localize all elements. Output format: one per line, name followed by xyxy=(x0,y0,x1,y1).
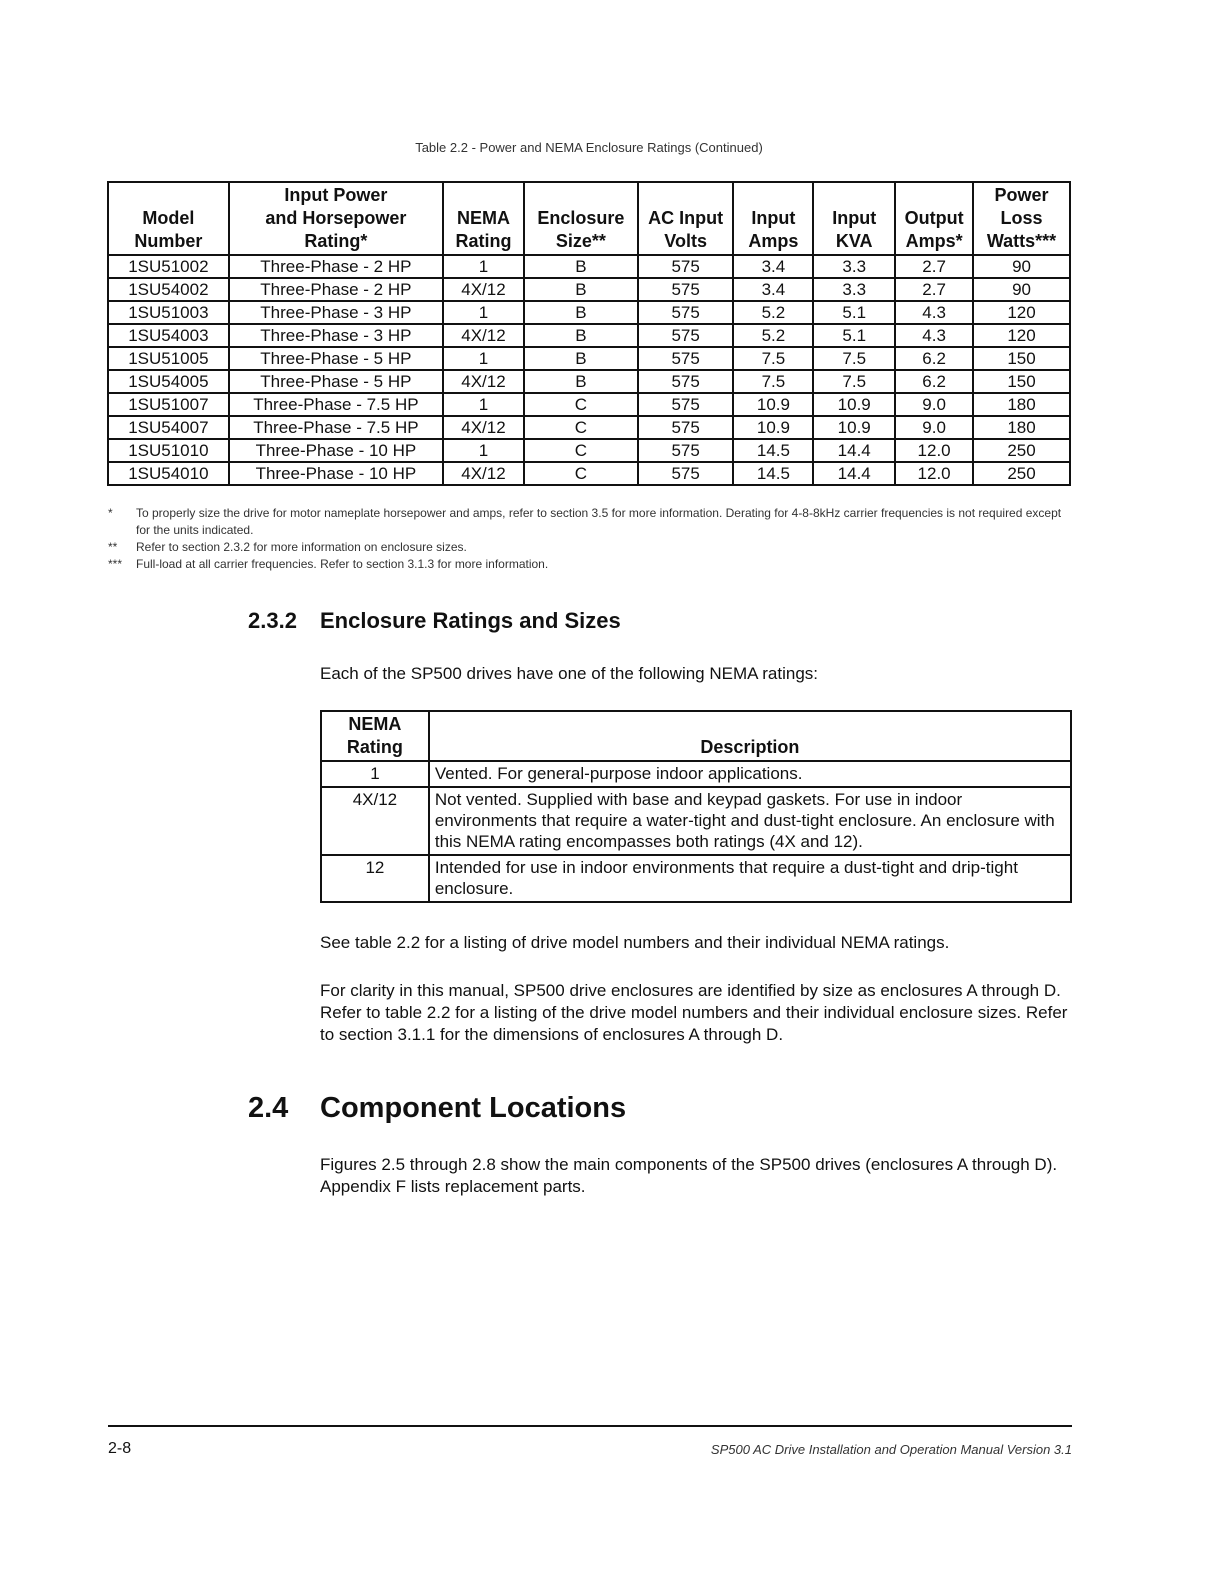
footnote-text: To properly size the drive for motor nameplate horsepower and amps, refer to section 3.5 for more information. Derating for 4-8-8kHz carrier frequencies is not required except for the units indicated. xyxy=(136,506,1062,537)
table-cell: 575 xyxy=(638,416,734,439)
table-cell: 1SU51010 xyxy=(108,439,229,462)
header-line: NEMA xyxy=(348,714,402,734)
table-cell: 4X/12 xyxy=(443,416,524,439)
table-header-row xyxy=(321,711,1071,761)
header-line: Rating xyxy=(346,737,403,757)
table-cell: 1SU54003 xyxy=(108,324,229,347)
table-cell: 1SU51002 xyxy=(108,255,229,278)
table-row xyxy=(108,462,1070,485)
table-cell: Three-Phase - 7.5 HP xyxy=(229,393,443,416)
table-cell: 7.5 xyxy=(733,370,813,393)
table-cell: 1SU54005 xyxy=(108,370,229,393)
table-cell: C xyxy=(524,439,638,462)
table-cell: 6.2 xyxy=(895,347,973,370)
table-cell: 4X/12 xyxy=(443,462,524,485)
table-row xyxy=(108,416,1070,439)
table-cell: 90 xyxy=(973,278,1070,301)
table-cell: B xyxy=(524,278,638,301)
table-cell: B xyxy=(524,347,638,370)
table-cell: 10.9 xyxy=(733,393,813,416)
table-cell: 14.5 xyxy=(733,439,813,462)
table-cell: 575 xyxy=(638,301,734,324)
table-cell: 1SU54010 xyxy=(108,462,229,485)
table-cell: Three-Phase - 3 HP xyxy=(229,301,443,324)
footnote-mark: ** xyxy=(108,540,118,554)
table-cell: 1 xyxy=(443,255,524,278)
table-cell: 250 xyxy=(973,462,1070,485)
rating-cell: 12 xyxy=(321,855,429,902)
see-table-paragraph: See table 2.2 for a listing of drive model numbers and their individual NEMA ratings. xyxy=(320,933,950,952)
header-line: and Horsepower xyxy=(265,208,407,228)
subsection-title: Enclosure Ratings and Sizes xyxy=(320,608,621,633)
footnote-mark: *** xyxy=(108,557,123,571)
column-header xyxy=(733,182,813,255)
table-cell: 575 xyxy=(638,393,734,416)
header-line: Model xyxy=(142,208,195,228)
footnote xyxy=(108,539,1078,556)
table-cell: 1SU51007 xyxy=(108,393,229,416)
table-row xyxy=(321,787,1071,855)
table-cell: 9.0 xyxy=(895,416,973,439)
table-cell: 5.2 xyxy=(733,324,813,347)
table-cell: Three-Phase - 5 HP xyxy=(229,347,443,370)
table-row xyxy=(108,278,1070,301)
table-cell: C xyxy=(524,393,638,416)
figures-paragraph: Figures 2.5 through 2.8 show the main components of the SP500 drives (enclosures A through D). Appendix F lists replacement parts. xyxy=(320,1155,1058,1196)
table-cell: B xyxy=(524,324,638,347)
table-cell: Three-Phase - 2 HP xyxy=(229,255,443,278)
table-row xyxy=(321,761,1071,787)
table-cell: 12.0 xyxy=(895,439,973,462)
page-number: 2-8 xyxy=(108,1440,132,1457)
header-line: Enclosure xyxy=(537,208,625,228)
table-cell: 120 xyxy=(973,324,1070,347)
header-line: Input xyxy=(751,208,796,228)
table-cell: 10.9 xyxy=(813,416,895,439)
column-header xyxy=(813,182,895,255)
table-cell: Three-Phase - 10 HP xyxy=(229,439,443,462)
table-cell: 575 xyxy=(638,347,734,370)
table-row xyxy=(108,439,1070,462)
table-cell: 3.3 xyxy=(813,278,895,301)
table-cell: 1SU54007 xyxy=(108,416,229,439)
column-header xyxy=(229,182,443,255)
table-cell: 1 xyxy=(443,301,524,324)
column-header xyxy=(108,182,229,255)
table-cell: 3.4 xyxy=(733,278,813,301)
rating-cell: 4X/12 xyxy=(321,787,429,855)
table-cell: 1SU51005 xyxy=(108,347,229,370)
table-cell: Three-Phase - 7.5 HP xyxy=(229,416,443,439)
table-cell: 150 xyxy=(973,370,1070,393)
table-cell: 575 xyxy=(638,255,734,278)
subsection-heading xyxy=(248,608,621,634)
table-cell: 5.1 xyxy=(813,324,895,347)
table-row xyxy=(108,393,1070,416)
table-cell: 4.3 xyxy=(895,324,973,347)
header-line: Power xyxy=(994,185,1049,205)
power-nema-ratings-table xyxy=(107,181,1071,486)
header-line: Rating xyxy=(455,231,512,251)
table-cell: C xyxy=(524,416,638,439)
table-cell: 7.5 xyxy=(813,347,895,370)
table-cell: 14.5 xyxy=(733,462,813,485)
column-header xyxy=(895,182,973,255)
footer-rule xyxy=(108,1425,1072,1427)
footnote-text: Refer to section 2.3.2 for more information on enclosure sizes. xyxy=(136,540,467,554)
table-cell: 10.9 xyxy=(733,416,813,439)
rating-cell: 1 xyxy=(321,761,429,787)
table-cell: B xyxy=(524,301,638,324)
table-row xyxy=(108,347,1070,370)
table-cell: 14.4 xyxy=(813,439,895,462)
table-cell: Three-Phase - 5 HP xyxy=(229,370,443,393)
header-line: Volts xyxy=(664,231,707,251)
footnote-mark: * xyxy=(108,506,113,520)
table-cell: B xyxy=(524,255,638,278)
table-row xyxy=(108,301,1070,324)
table-cell: 1 xyxy=(443,347,524,370)
column-header xyxy=(638,182,734,255)
description-cell: Intended for use in indoor environments that require a dust-tight and drip-tight enclosure. xyxy=(429,855,1071,902)
column-header xyxy=(429,711,1071,761)
table-cell: 4X/12 xyxy=(443,278,524,301)
table-cell: 1SU54002 xyxy=(108,278,229,301)
header-line: Rating* xyxy=(304,231,368,251)
table-cell: 180 xyxy=(973,393,1070,416)
table-cell: 6.2 xyxy=(895,370,973,393)
header-line: Loss xyxy=(1000,208,1043,228)
table-cell: B xyxy=(524,370,638,393)
table-cell: 2.7 xyxy=(895,255,973,278)
intro-paragraph: Each of the SP500 drives have one of the following NEMA ratings: xyxy=(320,664,819,683)
table-cell: Three-Phase - 10 HP xyxy=(229,462,443,485)
header-line: Watts*** xyxy=(986,231,1057,251)
table-cell: 180 xyxy=(973,416,1070,439)
table-cell: 5.1 xyxy=(813,301,895,324)
header-line: Input xyxy=(832,208,877,228)
table-cell: Three-Phase - 3 HP xyxy=(229,324,443,347)
column-header xyxy=(973,182,1070,255)
header-line: NEMA xyxy=(456,208,510,228)
table-header-row xyxy=(108,182,1070,255)
table-cell: 10.9 xyxy=(813,393,895,416)
section-number: 2.4 xyxy=(248,1092,289,1124)
table-caption: Table 2.2 - Power and NEMA Enclosure Ratings (Continued) xyxy=(415,140,763,155)
subsection-number: 2.3.2 xyxy=(248,608,297,633)
footnote xyxy=(108,505,1078,539)
table-cell: 2.7 xyxy=(895,278,973,301)
nema-ratings-table xyxy=(320,710,1072,903)
table-cell: C xyxy=(524,462,638,485)
table-cell: 575 xyxy=(638,439,734,462)
table-cell: 5.2 xyxy=(733,301,813,324)
header-line: KVA xyxy=(835,231,873,251)
section-title: Component Locations xyxy=(320,1092,627,1124)
table-row xyxy=(108,324,1070,347)
table-row xyxy=(108,370,1070,393)
table-cell: 9.0 xyxy=(895,393,973,416)
column-header xyxy=(443,182,524,255)
table-cell: 250 xyxy=(973,439,1070,462)
table-cell: 4X/12 xyxy=(443,370,524,393)
table-cell: 150 xyxy=(973,347,1070,370)
table-cell: 575 xyxy=(638,370,734,393)
footnote xyxy=(108,556,1078,573)
table-cell: 14.4 xyxy=(813,462,895,485)
table-cell: 575 xyxy=(638,278,734,301)
table-row xyxy=(321,855,1071,902)
column-header xyxy=(524,182,638,255)
table-cell: 4X/12 xyxy=(443,324,524,347)
table-cell: 7.5 xyxy=(813,370,895,393)
running-title: SP500 AC Drive Installation and Operation Manual Version 3.1 xyxy=(710,1442,1072,1457)
table-cell: 1 xyxy=(443,439,524,462)
header-line: Size** xyxy=(555,231,606,251)
description-cell: Vented. For general-purpose indoor applications. xyxy=(429,761,1071,787)
table-cell: 1 xyxy=(443,393,524,416)
header-line: Amps xyxy=(748,231,799,251)
table-cell: 7.5 xyxy=(733,347,813,370)
footnote-text: Full-load at all carrier frequencies. Refer to section 3.1.3 for more information. xyxy=(136,557,549,571)
column-header xyxy=(321,711,429,761)
header-line: Input Power xyxy=(284,185,388,205)
table-row xyxy=(108,255,1070,278)
header-line: AC Input xyxy=(648,208,724,228)
table-cell: 575 xyxy=(638,462,734,485)
table-cell: 3.4 xyxy=(733,255,813,278)
clarity-paragraph: For clarity in this manual, SP500 drive enclosures are identified by size as enclosures A through D. Refer to table 2.2 for a listing of the drive model numbers and their individual enclosure sizes. Refer to section 3.1.1 for the dimensions of enclosures A through D. xyxy=(320,981,1068,1044)
table-cell: 575 xyxy=(638,324,734,347)
table-cell: 90 xyxy=(973,255,1070,278)
table-cell: 3.3 xyxy=(813,255,895,278)
header-line: Description xyxy=(700,737,800,757)
description-cell: Not vented. Supplied with base and keypad gaskets. For use in indoor environments that require a water-tight and dust-tight enclosure. An enclosure with this NEMA rating encompasses both ratings (4X and 12). xyxy=(429,787,1071,855)
header-line: Output xyxy=(904,208,964,228)
section-heading xyxy=(248,1092,626,1125)
table-footnotes xyxy=(108,505,1078,573)
table-cell: 4.3 xyxy=(895,301,973,324)
header-line: Amps* xyxy=(905,231,963,251)
table-cell: Three-Phase - 2 HP xyxy=(229,278,443,301)
table-cell: 120 xyxy=(973,301,1070,324)
table-cell: 1SU51003 xyxy=(108,301,229,324)
header-line: Number xyxy=(134,231,203,251)
table-cell: 12.0 xyxy=(895,462,973,485)
